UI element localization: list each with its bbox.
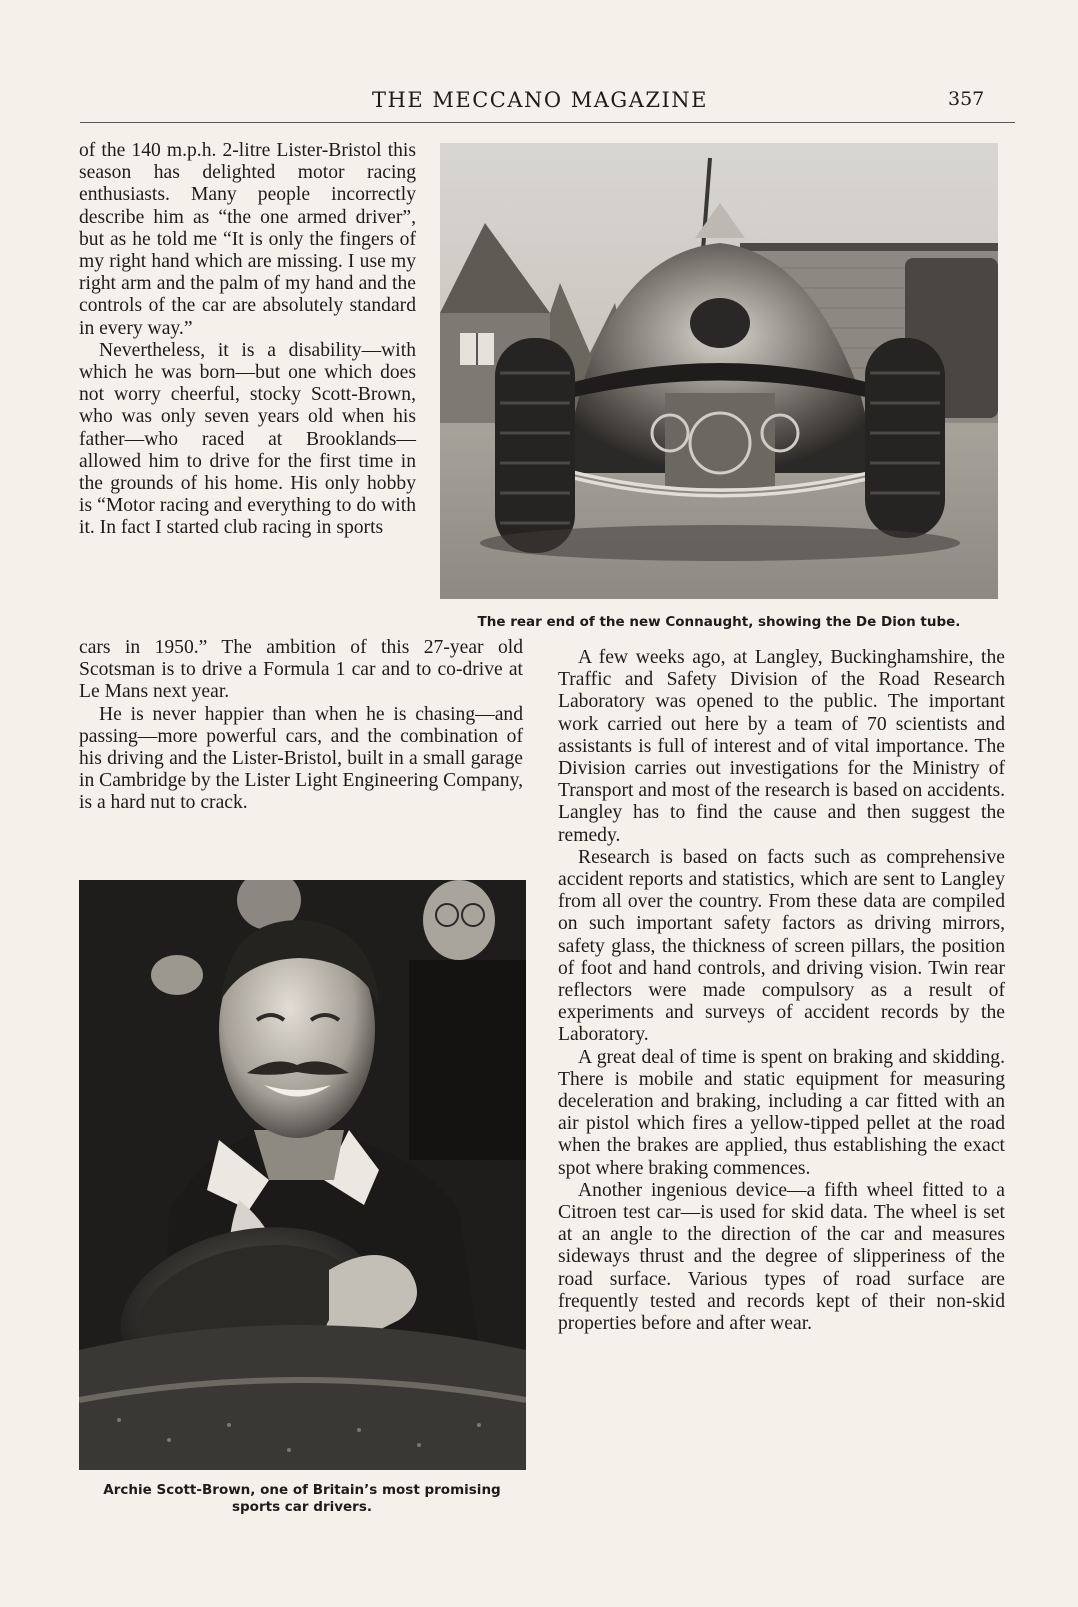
- connaught-caption: The rear end of the new Connaught, showing the De Dion tube.: [477, 614, 961, 630]
- archie-caption: [74, 1482, 530, 1516]
- caption-line: Archie Scott-Brown, one of Britain’s most promising: [103, 1482, 501, 1498]
- page-number: 357: [948, 88, 985, 110]
- paragraph: cars in 1950.” The ambition of this 27-year old Scotsman is to drive a Formula 1 car and to co-drive at Le Mans next year.: [79, 637, 523, 703]
- paragraph: Research is based on facts such as comprehensive accident reports and statistics, which are sent to Langley from all over the country. From these data are compiled on such important safety factors as driving mirrors, safety glass, the thickness of screen pillars, the position of foot and hand controls, and driving vision. Twin rear reflectors were made compulsory as a result of experiments and surveys of accident records by the Laboratory.: [558, 846, 1005, 1046]
- paragraph: He is never happier than when he is chasing—and passing—more powerful cars, and the combination of his driving and the Lister-Bristol, built in a small garage in Cambridge by the Lister Light Engineering Company, is a hard nut to crack.: [79, 703, 523, 814]
- right-column: [558, 647, 1005, 1335]
- paragraph: A few weeks ago, at Langley, Buckinghamshire, the Traffic and Safety Division of the Road Research Laboratory was opened to the public. The important work carried out here by a team of 70 scientists and assistants is full of interest and of vital importance. The Division carries out investigations for the Ministry of Transport and most of the research is based on accidents. Langley has to find the cause and then suggest the remedy.: [558, 647, 1005, 846]
- left-column-top: [79, 140, 416, 540]
- left-column-bottom: [79, 637, 523, 815]
- header-rule: [80, 122, 1015, 123]
- paragraph: Nevertheless, it is a disability—with which he was born—but one which does not worry cheerful, stocky Scott-Brown, who was only seven years old when his father—who raced at Brooklands—allowed him to drive for the first time in the grounds of his home. His only hobby is “Motor racing and everything to do with it. In fact I started club racing in sports: [79, 339, 416, 539]
- running-header: THE MECCANO MAGAZINE: [372, 88, 708, 112]
- archie-scott-brown-photo: [79, 880, 526, 1470]
- caption-line: sports car drivers.: [231, 1499, 373, 1515]
- paragraph: Another ingenious device—a fifth wheel fitted to a Citroen test car—is used for skid data. The wheel is set at an angle to the direction of the car and measures sideways thrust and the degree of slipperiness of the road surface. Various types of road surface are frequently tested and records kept of their non-skid properties before and after wear.: [558, 1179, 1005, 1335]
- paragraph: A great deal of time is spent on braking and skidding. There is mobile and static equipment for measuring deceleration and braking, including a car fitted with an air pistol which fires a yellow-tipped pellet at the road when the brakes are applied, thus establishing the exact spot where braking commences.: [558, 1046, 1005, 1179]
- connaught-photo: [440, 143, 998, 599]
- paragraph: of the 140 m.p.h. 2-litre Lister-Bristol this season has delighted motor racing enthusiasts. Many people incorrectly describe him as “the one armed driver”, but as he told me “It is only the fingers of my right hand which are missing. I use my right arm and the palm of my hand and the controls of the car are absolutely standard in every way.”: [79, 140, 416, 339]
